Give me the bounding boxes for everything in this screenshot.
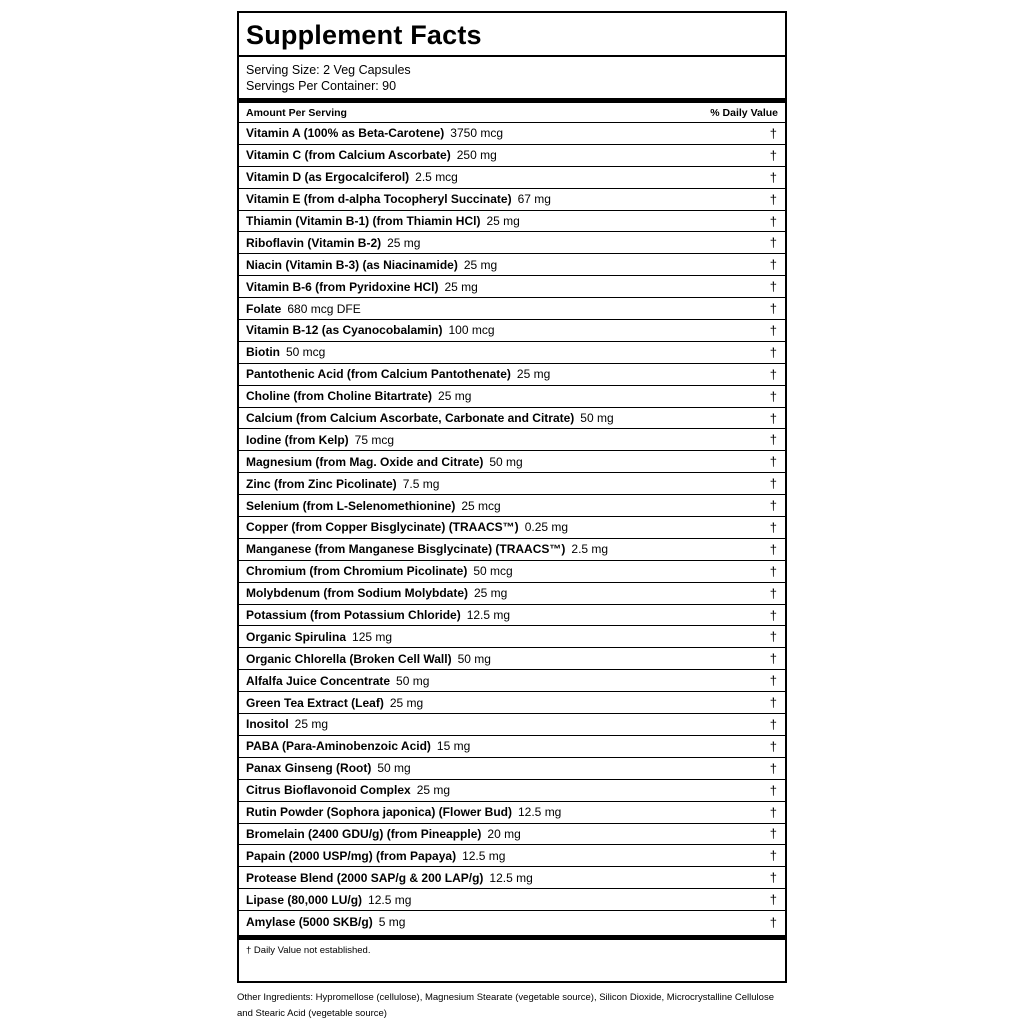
nutrient-amount: 680 mcg DFE <box>287 301 361 316</box>
nutrient-name: Organic Spirulina <box>246 629 347 644</box>
nutrient-row <box>239 320 785 342</box>
nutrient-amount: 25 mg <box>516 367 551 382</box>
nutrient-name: Vitamin A (100% as Beta-Carotene) <box>246 126 445 141</box>
daily-value: † <box>769 169 777 185</box>
daily-value: † <box>769 585 777 601</box>
nutrient-text <box>246 674 429 688</box>
nutrient-row <box>239 648 785 670</box>
nutrient-row <box>239 539 785 561</box>
nutrient-row <box>239 583 785 605</box>
nutrient-name: Niacin (Vitamin B-3) (as Niacinamide) <box>246 257 458 272</box>
nutrient-name: Papain (2000 USP/mg) (from Papaya) <box>246 848 457 863</box>
serving-info <box>239 57 785 98</box>
nutrient-name: Inositol <box>246 717 289 732</box>
nutrient-name: Protease Blend (2000 SAP/g & 200 LAP/g) <box>246 870 484 885</box>
other-ingredients: Other Ingredients: Hypromellose (cellulose), Magnesium Stearate (vegetable source), Silicon Dioxide, Microcrystalline Cellulose and Stearic Acid (vegetable source) <box>237 992 774 1019</box>
nutrient-row <box>239 911 785 933</box>
daily-value: † <box>769 257 777 273</box>
nutrient-name: Folate <box>246 301 282 316</box>
daily-value: † <box>769 760 777 776</box>
nutrient-name: Vitamin D (as Ergocalciferol) <box>246 170 410 185</box>
nutrient-amount: 12.5 mg <box>518 805 562 820</box>
servings-per-container: Servings Per Container: 90 <box>246 79 397 93</box>
daily-value: † <box>769 125 777 141</box>
nutrient-row <box>239 451 785 473</box>
nutrient-amount: 25 mg <box>389 695 424 710</box>
daily-value: † <box>769 607 777 623</box>
nutrient-text <box>246 805 561 819</box>
nutrient-amount: 12.5 mg <box>462 848 506 863</box>
nutrient-row <box>239 802 785 824</box>
nutrient-name: Bromelain (2400 GDU/g) (from Pineapple) <box>246 826 482 841</box>
nutrient-text <box>246 827 521 841</box>
nutrient-text <box>246 148 497 162</box>
nutrient-name: Choline (from Choline Bitartrate) <box>246 389 433 404</box>
nutrient-row <box>239 824 785 846</box>
nutrient-amount: 50 mcg <box>286 345 326 360</box>
nutrient-row <box>239 145 785 167</box>
daily-value: † <box>769 432 777 448</box>
nutrient-name: Potassium (from Potassium Chloride) <box>246 608 461 623</box>
daily-value: † <box>769 410 777 426</box>
nutrient-amount: 250 mg <box>456 148 497 163</box>
nutrient-amount: 50 mg <box>396 673 430 688</box>
nutrient-amount: 75 mcg <box>354 432 395 447</box>
nutrient-amount: 2.5 mcg <box>415 170 458 185</box>
daily-value: † <box>769 279 777 295</box>
nutrient-row <box>239 429 785 451</box>
nutrient-text <box>246 455 523 469</box>
nutrient-text <box>246 608 510 622</box>
nutrient-row <box>239 211 785 233</box>
column-header <box>239 103 785 123</box>
nutrient-amount: 7.5 mg <box>402 476 440 491</box>
daily-value: † <box>769 782 777 798</box>
nutrient-name: Vitamin B-6 (from Pyridoxine HCl) <box>246 279 439 294</box>
daily-value: † <box>769 914 777 930</box>
daily-value: † <box>769 498 777 514</box>
nutrient-amount: 25 mg <box>444 279 478 294</box>
nutrient-row <box>239 736 785 758</box>
nutrient-text <box>246 323 495 337</box>
nutrient-amount: 5 mg <box>378 915 406 929</box>
nutrient-text <box>246 280 478 294</box>
nutrient-text <box>246 192 551 206</box>
nutrient-name: Alfalfa Juice Concentrate <box>246 673 391 688</box>
daily-value: † <box>769 651 777 667</box>
nutrient-row <box>239 276 785 298</box>
nutrient-row <box>239 780 785 802</box>
nutrient-name: Iodine (from Kelp) <box>246 432 349 447</box>
nutrient-name: Selenium (from L-Selenomethionine) <box>246 498 456 513</box>
nutrient-amount: 15 mg <box>436 739 471 754</box>
nutrient-row <box>239 561 785 583</box>
nutrient-row <box>239 889 785 911</box>
daily-value: † <box>769 454 777 470</box>
nutrient-text <box>246 871 533 885</box>
nutrient-row <box>239 517 785 539</box>
nutrient-text <box>246 717 328 731</box>
nutrient-amount: 25 mg <box>486 214 520 228</box>
daily-value: † <box>769 476 777 492</box>
nutrient-name: Vitamin B-12 (as Cyanocobalamin) <box>246 323 443 338</box>
daily-value: † <box>769 235 777 251</box>
footnote: † Daily Value not established. <box>246 944 371 956</box>
nutrient-amount: 20 mg <box>487 826 521 841</box>
daily-value: † <box>769 301 777 317</box>
nutrient-amount: 3750 mcg <box>450 126 503 141</box>
nutrient-amount: 0.25 mg <box>524 520 569 535</box>
nutrient-text <box>246 345 325 359</box>
nutrient-name: Thiamin (Vitamin B-1) (from Thiamin HCl) <box>246 214 481 228</box>
nutrient-name: Biotin <box>246 345 280 360</box>
panel-title: Supplement Facts <box>239 13 785 57</box>
nutrient-name: Lipase (80,000 LU/g) <box>246 892 363 907</box>
nutrient-amount: 50 mg <box>580 411 614 426</box>
nutrient-amount: 67 mg <box>517 192 551 207</box>
nutrient-list <box>239 123 785 933</box>
nutrient-text <box>246 170 458 184</box>
nutrient-text <box>246 499 501 513</box>
daily-value: † <box>769 804 777 820</box>
nutrient-amount: 25 mcg <box>461 498 501 513</box>
nutrient-text <box>246 783 450 797</box>
nutrient-name: Citrus Bioflavonoid Complex <box>246 783 411 798</box>
daily-value: † <box>769 695 777 711</box>
nutrient-text <box>246 411 614 425</box>
nutrient-row <box>239 167 785 189</box>
nutrient-text <box>246 433 394 447</box>
nutrient-row <box>239 189 785 211</box>
nutrient-text <box>246 477 439 491</box>
nutrient-row <box>239 626 785 648</box>
nutrient-amount: 12.5 mg <box>466 608 511 623</box>
daily-value: † <box>769 519 777 535</box>
nutrient-row <box>239 845 785 867</box>
nutrient-row <box>239 495 785 517</box>
nutrient-row <box>239 364 785 386</box>
daily-value: † <box>769 366 777 382</box>
nutrient-name: Rutin Powder (Sophora japonica) (Flower Bud) <box>246 805 512 820</box>
nutrient-text <box>246 564 513 578</box>
daily-value-label: % Daily Value <box>710 106 778 119</box>
nutrient-text <box>246 542 608 556</box>
nutrient-row <box>239 408 785 430</box>
nutrient-name: Green Tea Extract (Leaf) <box>246 695 384 710</box>
nutrient-name: Magnesium (from Mag. Oxide and Citrate) <box>246 454 484 469</box>
nutrient-text <box>246 214 520 228</box>
nutrient-amount: 125 mg <box>352 629 393 644</box>
daily-value: † <box>769 892 777 908</box>
daily-value: † <box>769 213 777 229</box>
nutrient-row <box>239 758 785 780</box>
amount-per-serving-label: Amount Per Serving <box>246 106 347 119</box>
daily-value: † <box>769 870 777 886</box>
daily-value: † <box>769 322 777 338</box>
daily-value: † <box>769 716 777 732</box>
daily-value: † <box>769 191 777 207</box>
nutrient-row <box>239 692 785 714</box>
nutrient-name: Pantothenic Acid (from Calcium Pantothenate) <box>246 367 511 382</box>
nutrient-amount: 2.5 mg <box>571 542 609 557</box>
nutrient-name: Amylase (5000 SKB/g) <box>246 915 373 929</box>
nutrient-text <box>246 236 420 250</box>
daily-value: † <box>769 147 777 163</box>
nutrient-amount: 25 mg <box>416 783 451 798</box>
nutrient-text <box>246 302 361 316</box>
nutrient-amount: 12.5 mg <box>368 892 412 907</box>
nutrient-name: Vitamin C (from Calcium Ascorbate) <box>246 148 451 163</box>
nutrient-text <box>246 739 470 753</box>
nutrient-row <box>239 473 785 495</box>
nutrient-name: Calcium (from Calcium Ascorbate, Carbonate and Citrate) <box>246 411 575 426</box>
nutrient-row <box>239 123 785 145</box>
daily-value: † <box>769 826 777 842</box>
nutrient-row <box>239 232 785 254</box>
nutrient-name: Organic Chlorella (Broken Cell Wall) <box>246 651 452 666</box>
daily-value: † <box>769 673 777 689</box>
nutrient-row <box>239 342 785 364</box>
nutrient-name: Chromium (from Chromium Picolinate) <box>246 564 468 579</box>
daily-value: † <box>769 629 777 645</box>
nutrient-text <box>246 258 497 272</box>
nutrient-text <box>246 696 423 710</box>
nutrient-text <box>246 915 405 929</box>
nutrient-amount: 12.5 mg <box>489 870 533 885</box>
nutrient-text <box>246 367 550 381</box>
nutrient-name: Zinc (from Zinc Picolinate) <box>246 476 397 491</box>
nutrient-text <box>246 126 503 140</box>
nutrient-name: Copper (from Copper Bisglycinate) (TRAACS™) <box>246 520 519 535</box>
nutrient-amount: 25 mg <box>463 257 498 272</box>
daily-value: † <box>769 848 777 864</box>
nutrient-amount: 25 mg <box>474 586 508 601</box>
nutrient-text <box>246 849 505 863</box>
nutrient-amount: 50 mg <box>489 454 523 469</box>
daily-value: † <box>769 344 777 360</box>
nutrient-amount: 25 mg <box>387 235 421 250</box>
nutrient-text <box>246 652 491 666</box>
daily-value: † <box>769 563 777 579</box>
nutrient-text <box>246 761 411 775</box>
nutrient-name: PABA (Para-Aminobenzoic Acid) <box>246 739 431 754</box>
nutrient-row <box>239 714 785 736</box>
serving-size: Serving Size: 2 Veg Capsules <box>246 63 411 77</box>
nutrient-amount: 25 mg <box>438 389 472 404</box>
nutrient-name: Vitamin E (from d-alpha Tocopheryl Succinate) <box>246 192 512 207</box>
daily-value: † <box>769 738 777 754</box>
nutrient-amount: 50 mg <box>457 651 491 666</box>
nutrient-name: Panax Ginseng (Root) <box>246 761 372 776</box>
nutrient-row <box>239 670 785 692</box>
nutrient-amount: 50 mg <box>377 761 411 776</box>
daily-value: † <box>769 388 777 404</box>
nutrient-name: Molybdenum (from Sodium Molybdate) <box>246 586 468 601</box>
nutrient-amount: 100 mcg <box>448 323 495 338</box>
nutrient-text <box>246 893 411 907</box>
nutrient-text <box>246 630 392 644</box>
nutrient-amount: 25 mg <box>294 717 329 732</box>
nutrient-amount: 50 mcg <box>473 564 513 579</box>
supplement-facts-panel <box>237 11 787 983</box>
nutrient-row <box>239 298 785 320</box>
nutrient-row <box>239 867 785 889</box>
nutrient-text <box>246 520 568 534</box>
nutrient-text <box>246 389 471 403</box>
nutrient-name: Riboflavin (Vitamin B-2) <box>246 235 382 250</box>
nutrient-text <box>246 586 507 600</box>
nutrient-row <box>239 386 785 408</box>
nutrient-name: Manganese (from Manganese Bisglycinate) (TRAACS™) <box>246 542 566 557</box>
daily-value: † <box>769 541 777 557</box>
nutrient-row <box>239 605 785 627</box>
nutrient-row <box>239 254 785 276</box>
